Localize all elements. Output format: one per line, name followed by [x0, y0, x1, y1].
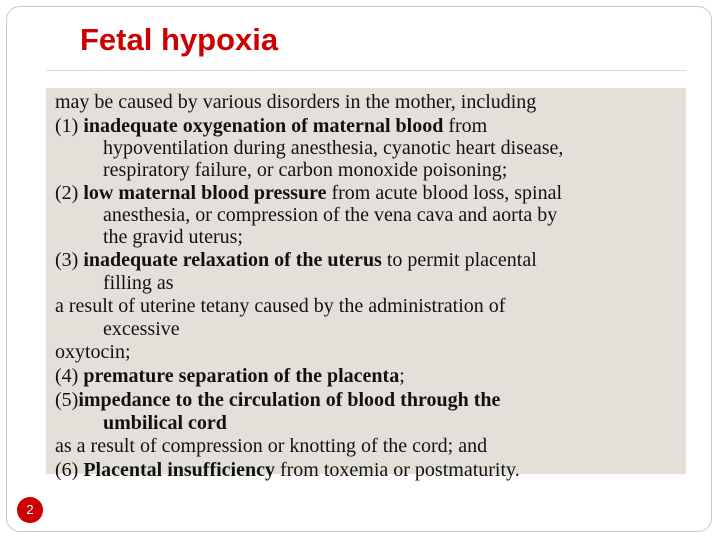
- item-5-text: as a result of compression or knotting of the cord; and: [55, 435, 488, 457]
- title-divider: [46, 70, 686, 71]
- item-5-heading-cont: umbilical cord: [103, 412, 227, 434]
- item-number-4: (4): [55, 365, 84, 387]
- item-2-detail-a: anesthesia, or compression of the vena cava and aorta by: [103, 204, 558, 226]
- body-line-11: [55, 318, 683, 340]
- item-5-heading: impedance to the circulation of blood through the: [78, 389, 501, 411]
- item-1-detail-a: hypoventilation during anesthesia, cyanotic heart disease,: [103, 137, 564, 159]
- item-number-3: (3): [55, 249, 84, 271]
- item-4-heading: premature separation of the placenta: [83, 365, 400, 387]
- item-1-text: from: [443, 115, 488, 137]
- body-line-14: [55, 388, 683, 412]
- item-3-detail-b: a result of uterine tetany caused by the administration of: [55, 295, 506, 317]
- body-line-6: [55, 205, 683, 226]
- item-6-text: from toxemia or postmaturity.: [274, 459, 520, 481]
- item-3-text: to permit placental: [381, 249, 537, 271]
- item-3-detail-d: oxytocin;: [55, 341, 131, 363]
- item-3-detail-a: filling as: [103, 272, 174, 294]
- slide-title: Fetal hypoxia: [80, 22, 279, 57]
- item-number-6: (6): [55, 459, 84, 481]
- item-1-detail-b: respiratory failure, or carbon monoxide poisoning;: [103, 159, 508, 181]
- body-line-12: [55, 340, 683, 364]
- item-3-heading: inadequate relaxation of the uterus: [83, 249, 382, 271]
- item-1-heading: inadequate oxygenation of maternal blood: [83, 115, 444, 137]
- body-line-8: [55, 248, 683, 272]
- item-2-detail-b: the gravid uterus;: [103, 226, 243, 248]
- body-line-13: [55, 364, 683, 388]
- body-line-10: [55, 294, 683, 318]
- text-cause-intro: may be caused by various disorders in the mother, including: [55, 91, 537, 113]
- item-number-1: (1): [55, 115, 84, 137]
- item-3-detail-c: excessive: [103, 318, 180, 340]
- item-6-heading: Placental insufficiency: [83, 459, 275, 481]
- body-line-17: [55, 458, 683, 482]
- slide-body: [55, 90, 683, 482]
- body-line-2: [55, 114, 683, 138]
- body-line-4: [55, 159, 683, 181]
- item-4-text: ;: [399, 365, 405, 387]
- item-number-2: (2): [55, 182, 84, 204]
- slide-number-badge: 2: [17, 497, 43, 523]
- body-line-3: [55, 138, 683, 159]
- item-number-5: (5): [55, 389, 79, 411]
- body-line-16: [55, 434, 683, 458]
- item-2-text: from acute blood loss, spinal: [326, 182, 563, 204]
- body-line-9: [55, 272, 683, 294]
- item-2-heading: low maternal blood pressure: [83, 182, 327, 204]
- body-line-5: [55, 181, 683, 205]
- body-line-15: [55, 412, 683, 434]
- body-line-1: [55, 90, 683, 114]
- body-line-7: [55, 226, 683, 248]
